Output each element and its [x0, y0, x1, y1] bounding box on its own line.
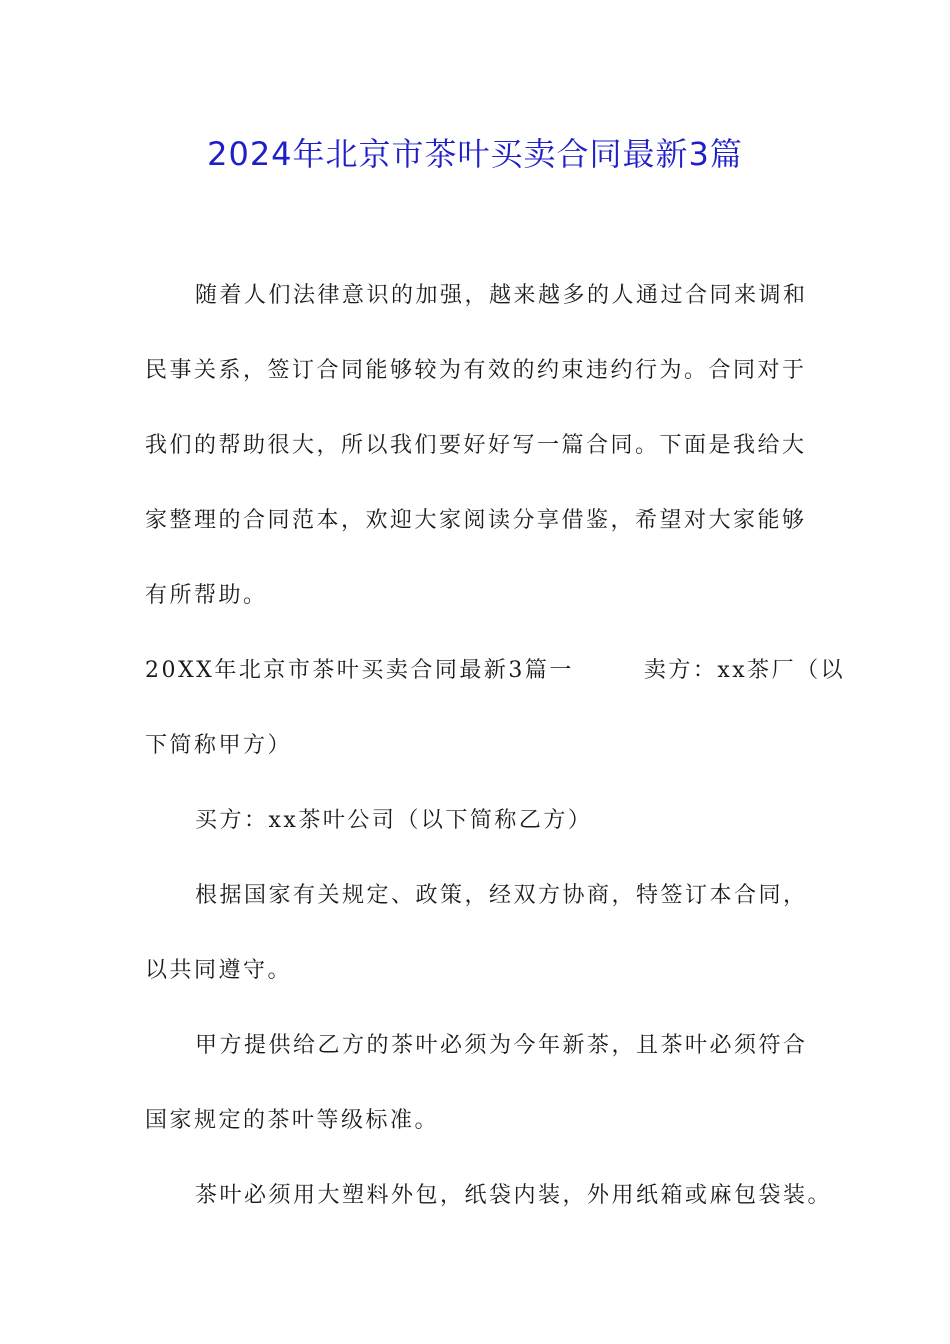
basis-line: 以共同遵守。 — [145, 958, 293, 983]
packaging-line: 茶叶必须用大塑料外包，纸袋内装，外用纸箱或麻包袋装。 — [195, 1183, 833, 1208]
quality-line: 甲方提供给乙方的茶叶必须为今年新茶，且茶叶必须符合 — [195, 1033, 808, 1058]
intro-line: 有所帮助。 — [145, 583, 268, 608]
document-body — [145, 258, 846, 1233]
intro-line: 随着人们法律意识的加强，越来越多的人通过合同来调和 — [195, 283, 808, 308]
buyer-line: 买方：xx茶叶公司（以下简称乙方） — [195, 808, 593, 833]
intro-line: 我们的帮助很大，所以我们要好好写一篇合同。下面是我给大 — [145, 433, 807, 458]
intro-line: 家整理的合同范本，欢迎大家阅读分享借鉴，希望对大家能够 — [145, 508, 807, 533]
quality-line: 国家规定的茶叶等级标准。 — [145, 1108, 440, 1133]
section-heading: 20XX年北京市茶叶买卖合同最新3篇一 — [145, 658, 574, 683]
document-title: 2024年北京市茶叶买卖合同最新3篇 — [207, 135, 743, 173]
seller-line-end: 下简称甲方） — [145, 733, 293, 758]
basis-line: 根据国家有关规定、政策，经双方协商，特签订本合同， — [195, 883, 808, 908]
intro-line: 民事关系，签订合同能够较为有效的约束违约行为。合同对于 — [145, 358, 807, 383]
section-heading-line — [145, 633, 846, 708]
seller-line-start: 卖方：xx茶厂（以 — [643, 658, 846, 683]
